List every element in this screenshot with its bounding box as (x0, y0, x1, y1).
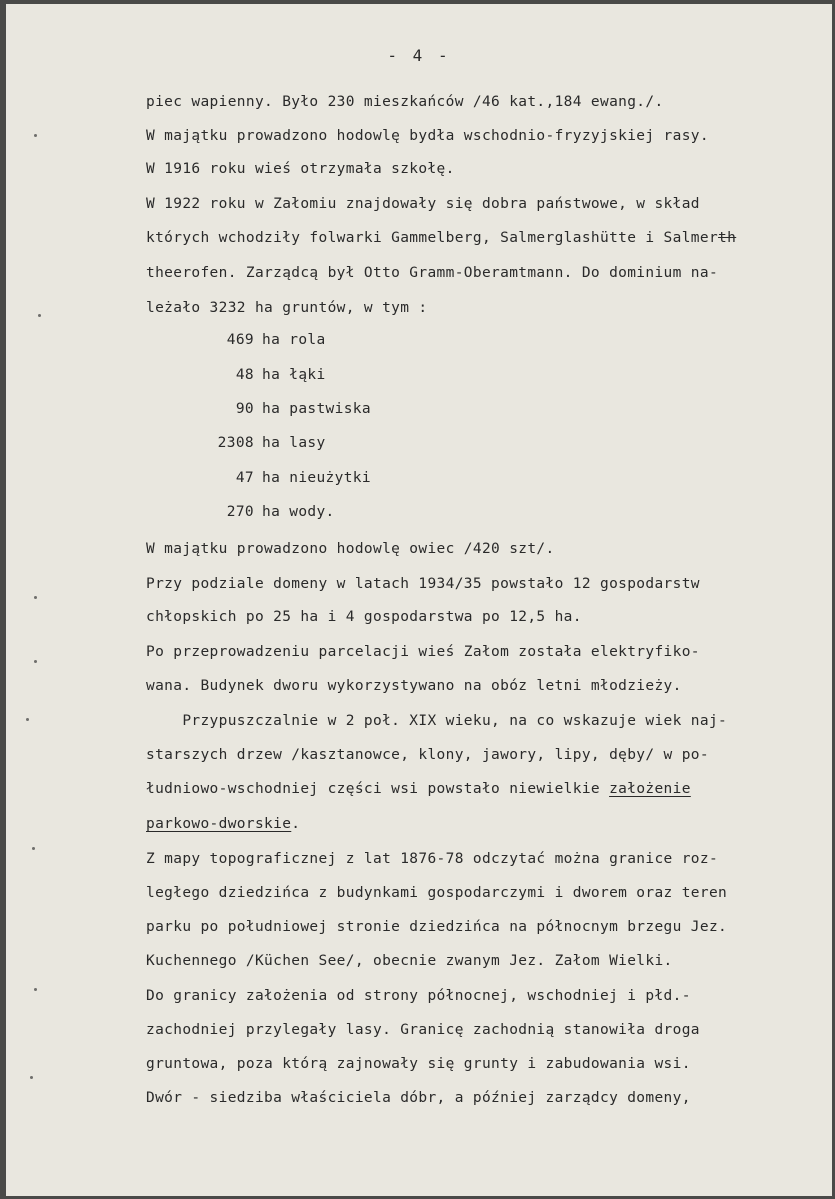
underlined-phrase: założenie (609, 781, 691, 797)
text-line: Do granicy założenia od strony północnej, wschodniej i płd.- (146, 988, 691, 1004)
margin-speck (38, 314, 41, 317)
text-line: Kuchennego /Küchen See/, obecnie zwanym Jez. Załom Wielki. (146, 953, 673, 969)
land-item-value: 270 (226, 504, 254, 520)
text-line: Z mapy topograficznej z lat 1876-78 odczytać można granice roz- (146, 851, 719, 867)
text-line: leżało 3232 ha gruntów, w tym : (146, 300, 428, 316)
margin-speck (32, 847, 35, 850)
land-item-label: ha nieużytki (262, 470, 371, 486)
text-line-suffix: . (291, 816, 301, 832)
text-line (146, 228, 736, 248)
land-item-label: ha lasy (262, 435, 326, 451)
land-item-value: 90 (235, 401, 254, 417)
text-line: starszych drzew /kasztanowce, klony, jawory, lipy, dęby/ w po- (146, 747, 709, 763)
land-item (146, 435, 326, 455)
land-item (146, 332, 326, 352)
margin-speck (34, 134, 37, 137)
text-line: theerofen. Zarządcą był Otto Gramm-Oberamtmann. Do dominium na- (146, 265, 719, 281)
text-line: wana. Budynek dworu wykorzystywano na obóz letni młodzieży. (146, 678, 682, 694)
land-item-label: ha rola (262, 332, 326, 348)
land-item (146, 504, 335, 524)
text-line: parku po południowej stronie dziedzińca na północnym brzegu Jez. (146, 919, 728, 935)
text-line: W 1922 roku w Załomiu znajdowały się dobra państwowe, w skład (146, 196, 700, 212)
underlined-phrase: parkowo-dworskie (146, 816, 292, 832)
text-line: W 1916 roku wieś otrzymała szkołę. (146, 161, 455, 177)
text-line: gruntowa, poza którą zajnowały się grunty i zabudowania wsi. (146, 1056, 691, 1072)
margin-speck (34, 660, 37, 663)
land-item-label: ha wody. (262, 504, 335, 520)
margin-speck (34, 988, 37, 991)
land-item (146, 470, 371, 490)
text-line: W majątku prowadzono hodowlę bydła wschodnio-fryzyjskiej rasy. (146, 128, 709, 144)
margin-speck (34, 596, 37, 599)
land-item-label: ha pastwiska (262, 401, 371, 417)
text-line: Przy podziale domeny w latach 1934/35 powstało 12 gospodarstw (146, 576, 700, 592)
land-item-value: 2308 (217, 435, 254, 451)
text-line: Po przeprowadzeniu parcelacji wieś Załom została elektryfiko- (146, 644, 700, 660)
text-line: ległego dziedzińca z budynkami gospodarczymi i dworem oraz teren (146, 885, 728, 901)
text-line: Przypuszczalnie w 2 poł. XIX wieku, na co wskazuje wiek naj- (146, 713, 728, 729)
text-line: chłopskich po 25 ha i 4 gospodarstwa po 12,5 ha. (146, 609, 582, 625)
land-item-label: ha łąki (262, 367, 326, 383)
page-number: - 4 - (387, 46, 451, 65)
land-item-value: 48 (235, 367, 254, 383)
text-line: W majątku prowadzono hodowlę owiec /420 szt/. (146, 541, 555, 557)
document-page (6, 4, 832, 1196)
text-line: zachodniej przylegały lasy. Granicę zachodnią stanowiła droga (146, 1022, 700, 1038)
text-line: piec wapienny. Było 230 mieszkańców /46 kat.,184 ewang./. (146, 94, 664, 110)
text-line: Dwór - siedziba właściciela dóbr, a później zarządcy domeny, (146, 1090, 691, 1106)
land-item (146, 367, 326, 387)
land-item (146, 401, 371, 421)
land-item-value: 469 (226, 332, 254, 348)
text-line (146, 779, 691, 799)
text-line-main: których wchodziły folwarki Gammelberg, Salmerglashütte i Salmer (146, 230, 719, 246)
overstrike-text: th (718, 230, 737, 246)
land-item-value: 47 (235, 470, 254, 486)
margin-speck (30, 1076, 33, 1079)
text-line-main: łudniowo-wschodniej części wsi powstało niewielkie (146, 781, 610, 797)
text-line (146, 814, 300, 834)
margin-speck (26, 718, 29, 721)
